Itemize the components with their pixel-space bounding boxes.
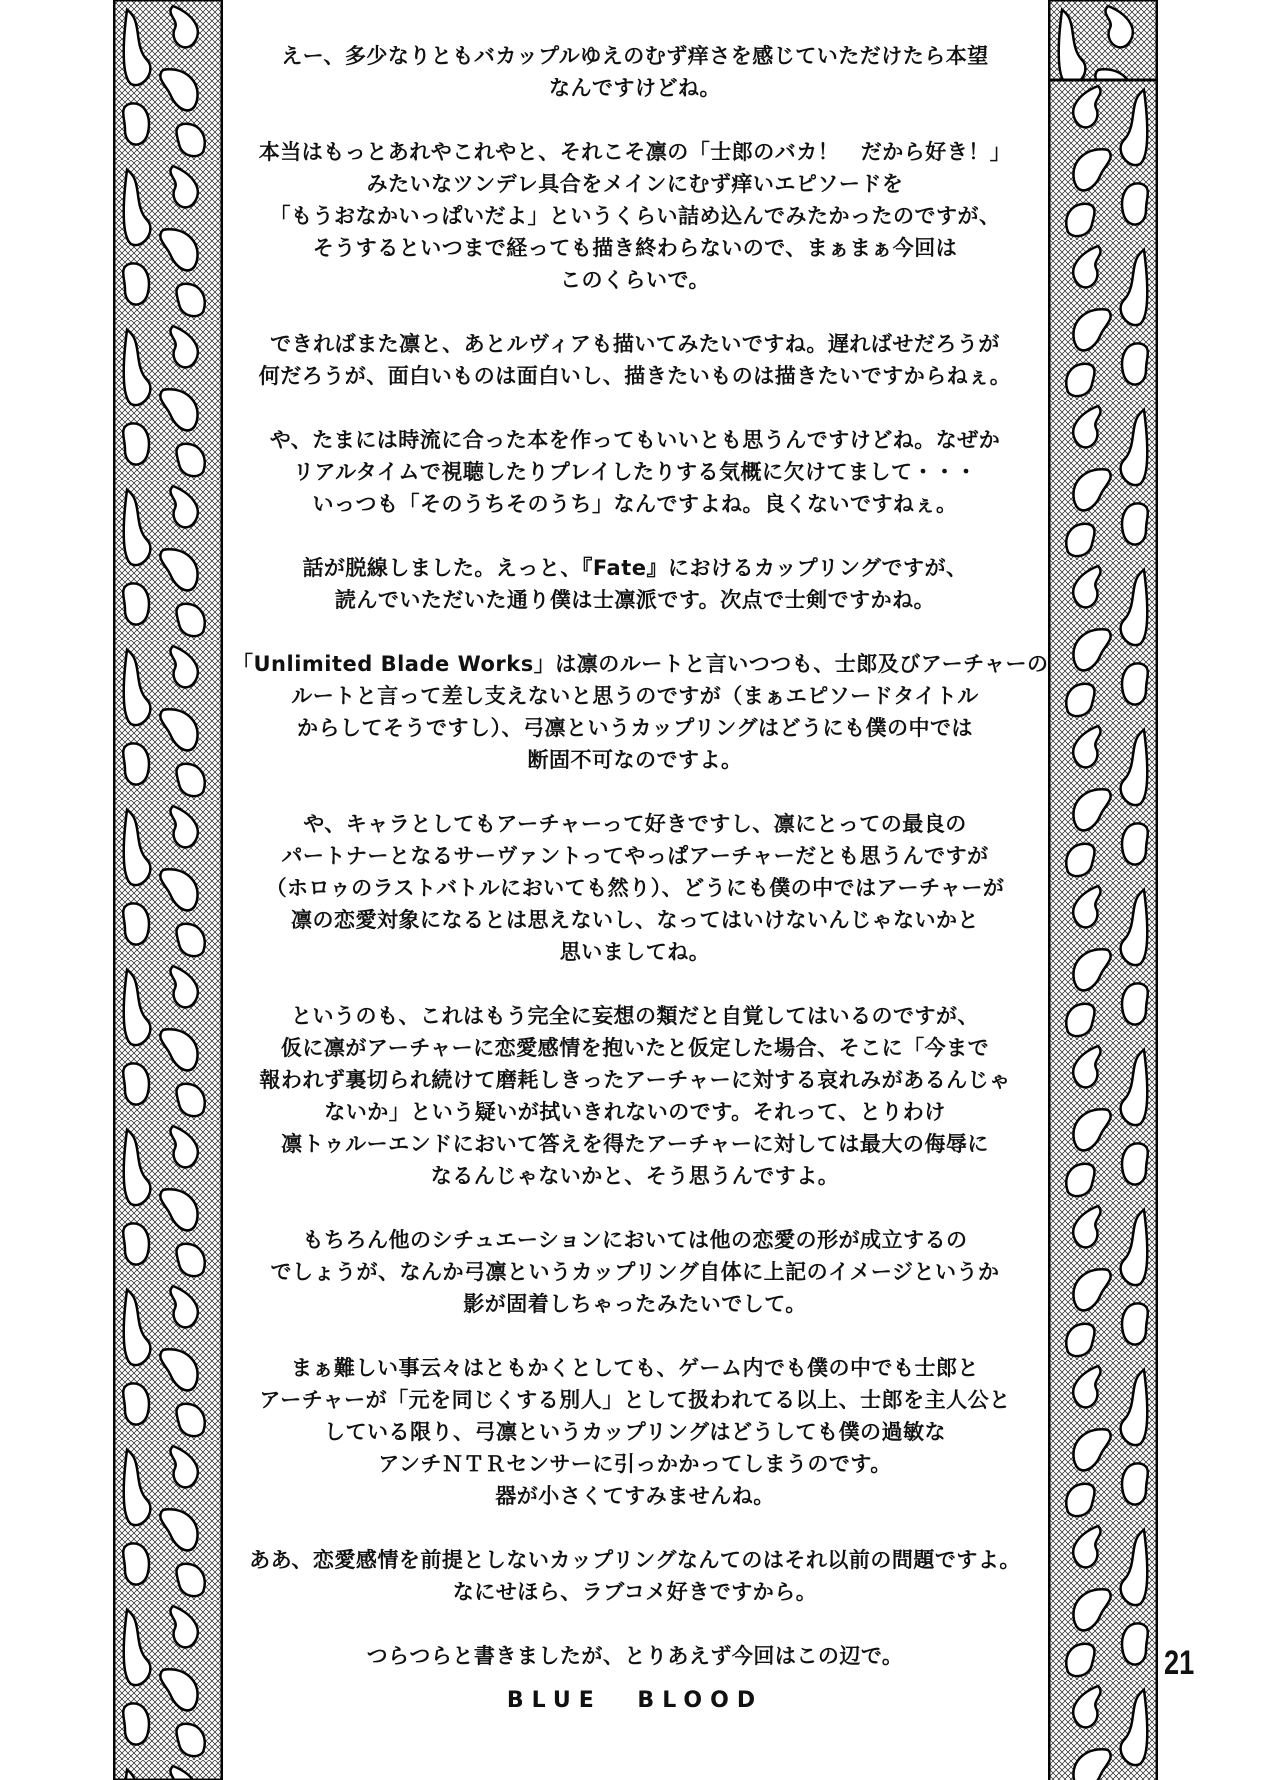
text-line: 本当はもっとあれやこれやと、それこそ凛の「士郎のバカ！ だから好き！」 [258,140,1012,164]
paragraph [232,328,1038,392]
text-line: 「もうおなかいっぱいだよ」というくらい詰め込んでみたかったのですが、 [269,204,1001,228]
text-line: みたいなツンデレ具合をメインにむず痒いエピソードを [366,172,904,196]
text-line: そうするといつまで経っても描き終わらないので、まぁまぁ今回は [312,236,958,260]
text-line: もちろん他のシチュエーションにおいては他の恋愛の形が成立するの [302,1228,968,1252]
text-line: 影が固着しちゃったみたいでして。 [463,1292,807,1316]
text-line: なにせほら、ラブコメ好きですから。 [452,1580,818,1604]
text-line: からしてそうですし）、弓凛というカップリングはどうにも僕の中では [296,716,974,740]
paragraph [232,1224,1038,1320]
text-line: なるんじゃないかと、そう思うんですよ。 [430,1164,840,1188]
text-line: や、キャラとしてもアーチャーって好きですし、凛にとっての最良の [303,812,967,836]
paragraph [232,1640,1038,1672]
text-line: （ホロゥのラストバトルにおいても然り）、どうにも僕の中ではアーチャーが [265,876,1005,900]
ornament-vine-pattern-icon [1048,0,1158,1780]
text-line: このくらいで。 [559,268,711,292]
text-line: 仮に凛がアーチャーに恋愛感情を抱いたと仮定した場合、そこに「今まで [280,1036,990,1060]
paragraph [232,424,1038,520]
text-line: している限り、弓凛というカップリングはどうしても僕の過敏な [323,1420,947,1444]
afterword-body [232,40,1049,1704]
text-line: 器が小さくてすみませんね。 [495,1484,775,1508]
text-line: アーチャーが「元を同じくする別人」として扱われてる以上、士郎を主人公と [259,1388,1011,1412]
text-line: ルートと言って差し支えないと思うのですが（まぁエピソードタイトル [291,684,979,708]
signature: BLUE BLOOD [506,1688,764,1713]
paragraph [232,1544,1038,1608]
paragraph [232,1000,1038,1192]
text-line: ああ、恋愛感情を前提としないカップリングなんてのはそれ以前の問題ですよ。 [249,1548,1021,1572]
text-line: なんですけどね。 [549,76,721,100]
text-line: 凛トゥルーエンドにおいて答えを得たアーチャーに対しては最大の侮辱に [281,1132,989,1156]
text-line: 断固不可なのですよ。 [527,748,743,772]
text-line: 「Unlimited Blade Works」は凛のルートと言いつつも、士郎及びアーチャーの [232,652,1049,676]
text-line: できればまた凛と、あとルヴィアも描いてみたいですね。遅ればせだろうが [270,332,1000,356]
text-line: でしょうが、なんか弓凛というカップリング自体に上記のイメージというか [270,1260,1000,1284]
decorative-border-right [1048,0,1158,1780]
text-line: ないか」という疑いが拭いきれないのです。それって、とりわけ [324,1100,946,1124]
text-line: えー、多少なりともバカップルゆえのむず痒さを感じていただけたら本望 [281,44,989,68]
text-line: リアルタイムで視聴したりプレイしたりする気概に欠けてまして・・・ [292,460,977,484]
text-line: 思いましてね。 [559,940,711,964]
text-line: や、たまには時流に合った本を作ってもいいとも思うんですけどね。なぜか [269,428,1001,452]
text-line: パートナーとなるサーヴァントってやっぱアーチャーだとも思うんですが [281,844,989,868]
paragraph [232,648,1049,776]
page-number: 21 [1164,1644,1195,1682]
text-line: 報われず裏切られ続けて磨耗しきったアーチャーに対する哀れみがあるんじゃ [259,1068,1011,1092]
paragraph [232,136,1038,296]
text-line: 話が脱線しました。えっと、『Fate』におけるカップリングですが、 [302,556,968,580]
text-line: 読んでいただいた通り僕は士凛派です。次点で士剣ですかね。 [334,588,936,612]
paragraph [232,552,1038,616]
text-line: というのも、これはもう完全に妄想の類だと自覚してはいるのですが、 [291,1004,979,1028]
text-line: 凛の恋愛対象になるとは思えないし、なってはいけないんじゃないかと [291,908,979,932]
ornament-vine-pattern-icon [113,0,223,1780]
text-line: まぁ難しい事云々はともかくとしても、ゲーム内でも僕の中でも士郎と [291,1356,979,1380]
paragraph [232,40,1038,104]
text-line: つらつらと書きましたが、とりあえず今回はこの辺で。 [366,1644,904,1668]
text-line: いっつも「そのうちそのうち」なんですよね。良くないですねぇ。 [312,492,958,516]
text-line: アンチＮＴＲセンサーに引っかかってしまうのです。 [378,1452,892,1476]
text-line: 何だろうが、面白いものは面白いし、描きたいものは描きたいですからねぇ。 [258,364,1012,388]
paragraph [232,1352,1038,1512]
decorative-border-left [113,0,223,1780]
paragraph [232,808,1038,968]
